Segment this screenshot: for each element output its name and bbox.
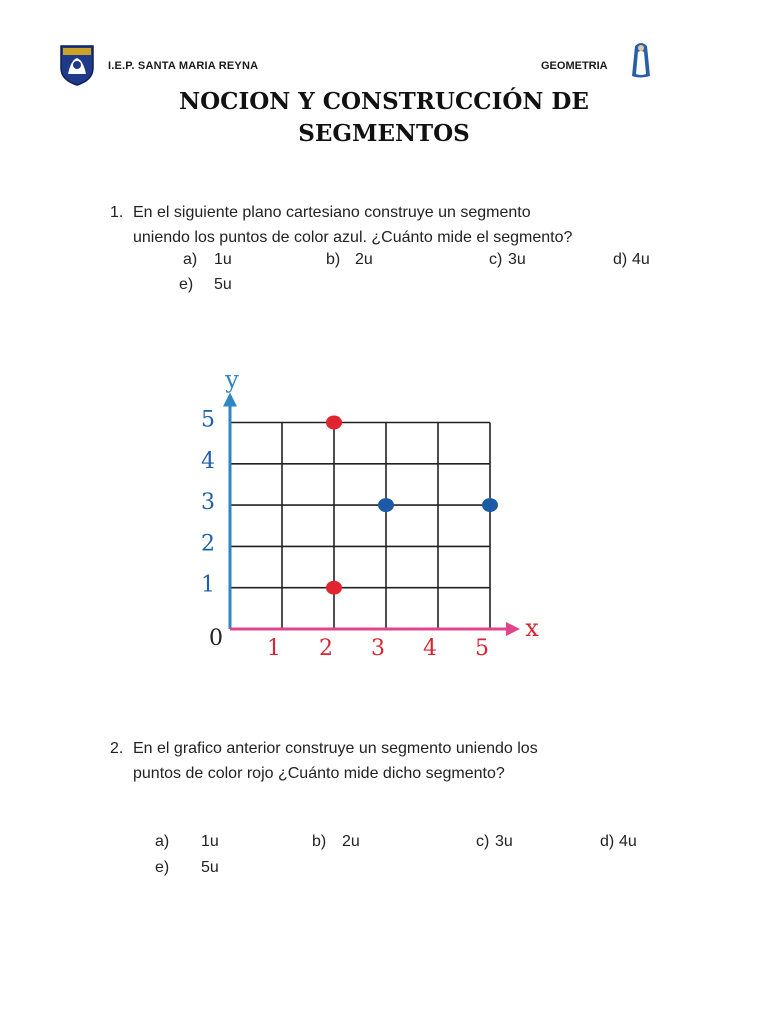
option-value: 4u bbox=[632, 251, 650, 268]
option-c[interactable] bbox=[476, 833, 513, 851]
option-value: 3u bbox=[495, 833, 513, 850]
y-tick-label: 5 bbox=[201, 407, 215, 433]
subject-name: GEOMETRIA bbox=[541, 60, 608, 72]
title-line-2: SEGMENTOS bbox=[298, 120, 470, 147]
option-e[interactable] bbox=[179, 276, 232, 294]
origin-label: 0 bbox=[209, 626, 223, 651]
option-b[interactable] bbox=[326, 251, 373, 269]
option-letter: d) bbox=[600, 833, 615, 850]
question-text-line: uniendo los puntos de color azul. ¿Cuánto mide el segmento? bbox=[133, 229, 573, 246]
y-tick-label: 1 bbox=[201, 572, 215, 598]
question-2 bbox=[110, 736, 710, 796]
option-b[interactable] bbox=[312, 833, 360, 851]
option-value: 3u bbox=[508, 251, 526, 268]
option-a[interactable] bbox=[155, 833, 219, 851]
red-point bbox=[326, 416, 342, 430]
option-value: 1u bbox=[214, 251, 232, 268]
x-axis-label: x bbox=[525, 614, 539, 642]
x-tick-label: 4 bbox=[423, 636, 437, 661]
x-tick-label: 1 bbox=[267, 636, 281, 661]
red-point bbox=[326, 581, 342, 595]
option-letter: e) bbox=[179, 276, 194, 293]
school-logo bbox=[59, 44, 95, 86]
option-letter: a) bbox=[155, 833, 170, 850]
option-value: 4u bbox=[619, 833, 637, 850]
option-value: 5u bbox=[201, 859, 219, 876]
option-letter: c) bbox=[476, 833, 490, 850]
cartesian-plane bbox=[160, 355, 560, 665]
x-tick-label: 3 bbox=[371, 636, 385, 661]
question-number: 1. bbox=[110, 204, 124, 221]
option-d[interactable] bbox=[613, 251, 650, 269]
x-tick-label: 5 bbox=[475, 636, 489, 661]
blue-point bbox=[378, 498, 394, 512]
option-value: 5u bbox=[214, 276, 232, 293]
virgin-mary-image bbox=[628, 42, 654, 78]
y-tick-label: 2 bbox=[201, 531, 215, 557]
option-value: 2u bbox=[342, 833, 360, 850]
x-axis-arrow bbox=[506, 622, 520, 636]
option-value: 2u bbox=[355, 251, 373, 268]
option-e[interactable] bbox=[155, 859, 219, 877]
option-value: 1u bbox=[201, 833, 219, 850]
option-letter: e) bbox=[155, 859, 170, 876]
option-letter: b) bbox=[312, 833, 327, 850]
option-d[interactable] bbox=[600, 833, 637, 851]
option-letter: c) bbox=[489, 251, 503, 268]
y-tick-label: 4 bbox=[201, 448, 215, 474]
y-axis-label: y bbox=[225, 365, 239, 394]
y-axis-arrow bbox=[223, 393, 237, 407]
question-text-line: En el grafico anterior construye un segmento uniendo los bbox=[133, 740, 538, 757]
option-letter: d) bbox=[613, 251, 628, 268]
question-text-line: puntos de color rojo ¿Cuánto mide dicho segmento? bbox=[133, 765, 505, 782]
title-line-1: NOCION Y CONSTRUCCIÓN DE bbox=[179, 88, 589, 115]
y-tick-label: 3 bbox=[201, 490, 215, 516]
option-a[interactable] bbox=[183, 251, 232, 269]
blue-point bbox=[482, 498, 498, 512]
option-letter: a) bbox=[183, 251, 198, 268]
x-tick-label: 2 bbox=[319, 636, 333, 661]
question-number: 2. bbox=[110, 740, 124, 757]
option-c[interactable] bbox=[489, 251, 526, 269]
question-text-line: En el siguiente plano cartesiano construye un segmento bbox=[133, 204, 531, 221]
option-letter: b) bbox=[326, 251, 341, 268]
page-title bbox=[100, 86, 668, 150]
school-name: I.E.P. SANTA MARIA REYNA bbox=[108, 60, 259, 72]
